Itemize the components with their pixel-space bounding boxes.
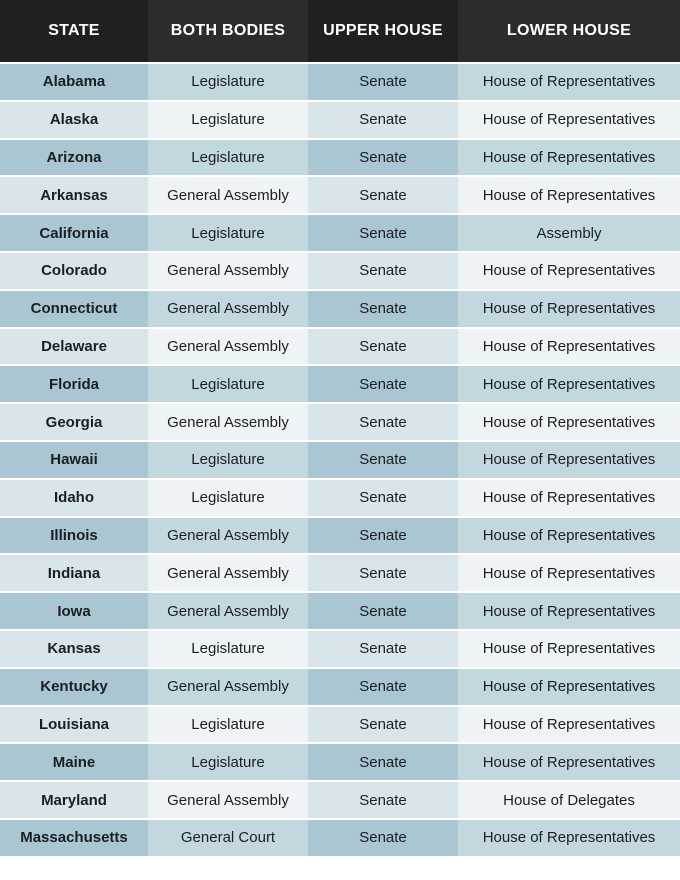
table-row bbox=[0, 442, 680, 478]
upper-house-cell: Senate bbox=[308, 64, 458, 100]
table-row bbox=[0, 64, 680, 100]
state-cell: Louisiana bbox=[0, 707, 148, 743]
state-cell: Indiana bbox=[0, 555, 148, 591]
lower-house-cell: House of Representatives bbox=[458, 291, 680, 327]
state-cell: Alabama bbox=[0, 64, 148, 100]
both-bodies-cell: General Assembly bbox=[148, 782, 308, 818]
table-body bbox=[0, 64, 680, 856]
lower-house-cell: House of Representatives bbox=[458, 555, 680, 591]
table-row bbox=[0, 404, 680, 440]
lower-house-cell: House of Representatives bbox=[458, 820, 680, 856]
lower-house-cell: House of Representatives bbox=[458, 102, 680, 138]
upper-house-cell: Senate bbox=[308, 631, 458, 667]
state-cell: Maryland bbox=[0, 782, 148, 818]
header-lower-house: LOWER HOUSE bbox=[458, 0, 680, 62]
upper-house-cell: Senate bbox=[308, 669, 458, 705]
upper-house-cell: Senate bbox=[308, 253, 458, 289]
table-row bbox=[0, 215, 680, 251]
lower-house-cell: House of Representatives bbox=[458, 442, 680, 478]
upper-house-cell: Senate bbox=[308, 102, 458, 138]
table-row bbox=[0, 669, 680, 705]
upper-house-cell: Senate bbox=[308, 707, 458, 743]
both-bodies-cell: Legislature bbox=[148, 140, 308, 176]
table-row bbox=[0, 253, 680, 289]
state-cell: Illinois bbox=[0, 518, 148, 554]
both-bodies-cell: Legislature bbox=[148, 480, 308, 516]
upper-house-cell: Senate bbox=[308, 215, 458, 251]
lower-house-cell: House of Representatives bbox=[458, 404, 680, 440]
table-row bbox=[0, 707, 680, 743]
upper-house-cell: Senate bbox=[308, 442, 458, 478]
lower-house-cell: Assembly bbox=[458, 215, 680, 251]
both-bodies-cell: Legislature bbox=[148, 707, 308, 743]
table-row bbox=[0, 518, 680, 554]
table-row bbox=[0, 177, 680, 213]
state-cell: Arizona bbox=[0, 140, 148, 176]
table-row bbox=[0, 366, 680, 402]
both-bodies-cell: General Assembly bbox=[148, 291, 308, 327]
upper-house-cell: Senate bbox=[308, 518, 458, 554]
state-cell: Alaska bbox=[0, 102, 148, 138]
state-cell: Delaware bbox=[0, 329, 148, 365]
both-bodies-cell: General Assembly bbox=[148, 593, 308, 629]
both-bodies-cell: Legislature bbox=[148, 215, 308, 251]
lower-house-cell: House of Representatives bbox=[458, 64, 680, 100]
upper-house-cell: Senate bbox=[308, 366, 458, 402]
lower-house-cell: House of Representatives bbox=[458, 593, 680, 629]
both-bodies-cell: General Court bbox=[148, 820, 308, 856]
state-cell: Kansas bbox=[0, 631, 148, 667]
header-both-bodies: BOTH BODIES bbox=[148, 0, 308, 62]
lower-house-cell: House of Representatives bbox=[458, 707, 680, 743]
lower-house-cell: House of Representatives bbox=[458, 329, 680, 365]
lower-house-cell: House of Representatives bbox=[458, 177, 680, 213]
state-cell: Idaho bbox=[0, 480, 148, 516]
table-header bbox=[0, 0, 680, 62]
lower-house-cell: House of Representatives bbox=[458, 140, 680, 176]
upper-house-cell: Senate bbox=[308, 555, 458, 591]
header-upper-house: UPPER HOUSE bbox=[308, 0, 458, 62]
state-cell: Connecticut bbox=[0, 291, 148, 327]
lower-house-cell: House of Representatives bbox=[458, 253, 680, 289]
upper-house-cell: Senate bbox=[308, 782, 458, 818]
both-bodies-cell: Legislature bbox=[148, 102, 308, 138]
both-bodies-cell: General Assembly bbox=[148, 518, 308, 554]
table-row bbox=[0, 593, 680, 629]
state-cell: Colorado bbox=[0, 253, 148, 289]
header-state: STATE bbox=[0, 0, 148, 62]
upper-house-cell: Senate bbox=[308, 329, 458, 365]
both-bodies-cell: Legislature bbox=[148, 442, 308, 478]
state-cell: Iowa bbox=[0, 593, 148, 629]
both-bodies-cell: Legislature bbox=[148, 744, 308, 780]
state-cell: Arkansas bbox=[0, 177, 148, 213]
state-cell: Maine bbox=[0, 744, 148, 780]
upper-house-cell: Senate bbox=[308, 291, 458, 327]
upper-house-cell: Senate bbox=[308, 593, 458, 629]
both-bodies-cell: General Assembly bbox=[148, 404, 308, 440]
state-cell: Florida bbox=[0, 366, 148, 402]
table-row bbox=[0, 820, 680, 856]
state-cell: Kentucky bbox=[0, 669, 148, 705]
state-cell: California bbox=[0, 215, 148, 251]
upper-house-cell: Senate bbox=[308, 177, 458, 213]
table-row bbox=[0, 744, 680, 780]
table-row bbox=[0, 140, 680, 176]
upper-house-cell: Senate bbox=[308, 140, 458, 176]
both-bodies-cell: Legislature bbox=[148, 366, 308, 402]
lower-house-cell: House of Representatives bbox=[458, 744, 680, 780]
both-bodies-cell: General Assembly bbox=[148, 555, 308, 591]
both-bodies-cell: General Assembly bbox=[148, 669, 308, 705]
upper-house-cell: Senate bbox=[308, 404, 458, 440]
table-row bbox=[0, 102, 680, 138]
table-row bbox=[0, 480, 680, 516]
table-row bbox=[0, 555, 680, 591]
table-row bbox=[0, 782, 680, 818]
both-bodies-cell: General Assembly bbox=[148, 177, 308, 213]
both-bodies-cell: General Assembly bbox=[148, 329, 308, 365]
lower-house-cell: House of Representatives bbox=[458, 669, 680, 705]
state-cell: Georgia bbox=[0, 404, 148, 440]
table-row bbox=[0, 291, 680, 327]
lower-house-cell: House of Delegates bbox=[458, 782, 680, 818]
both-bodies-cell: Legislature bbox=[148, 64, 308, 100]
upper-house-cell: Senate bbox=[308, 480, 458, 516]
lower-house-cell: House of Representatives bbox=[458, 518, 680, 554]
state-cell: Hawaii bbox=[0, 442, 148, 478]
lower-house-cell: House of Representatives bbox=[458, 631, 680, 667]
table-row bbox=[0, 631, 680, 667]
lower-house-cell: House of Representatives bbox=[458, 366, 680, 402]
both-bodies-cell: Legislature bbox=[148, 631, 308, 667]
upper-house-cell: Senate bbox=[308, 744, 458, 780]
state-cell: Massachusetts bbox=[0, 820, 148, 856]
lower-house-cell: House of Representatives bbox=[458, 480, 680, 516]
table-row bbox=[0, 329, 680, 365]
upper-house-cell: Senate bbox=[308, 820, 458, 856]
both-bodies-cell: General Assembly bbox=[148, 253, 308, 289]
